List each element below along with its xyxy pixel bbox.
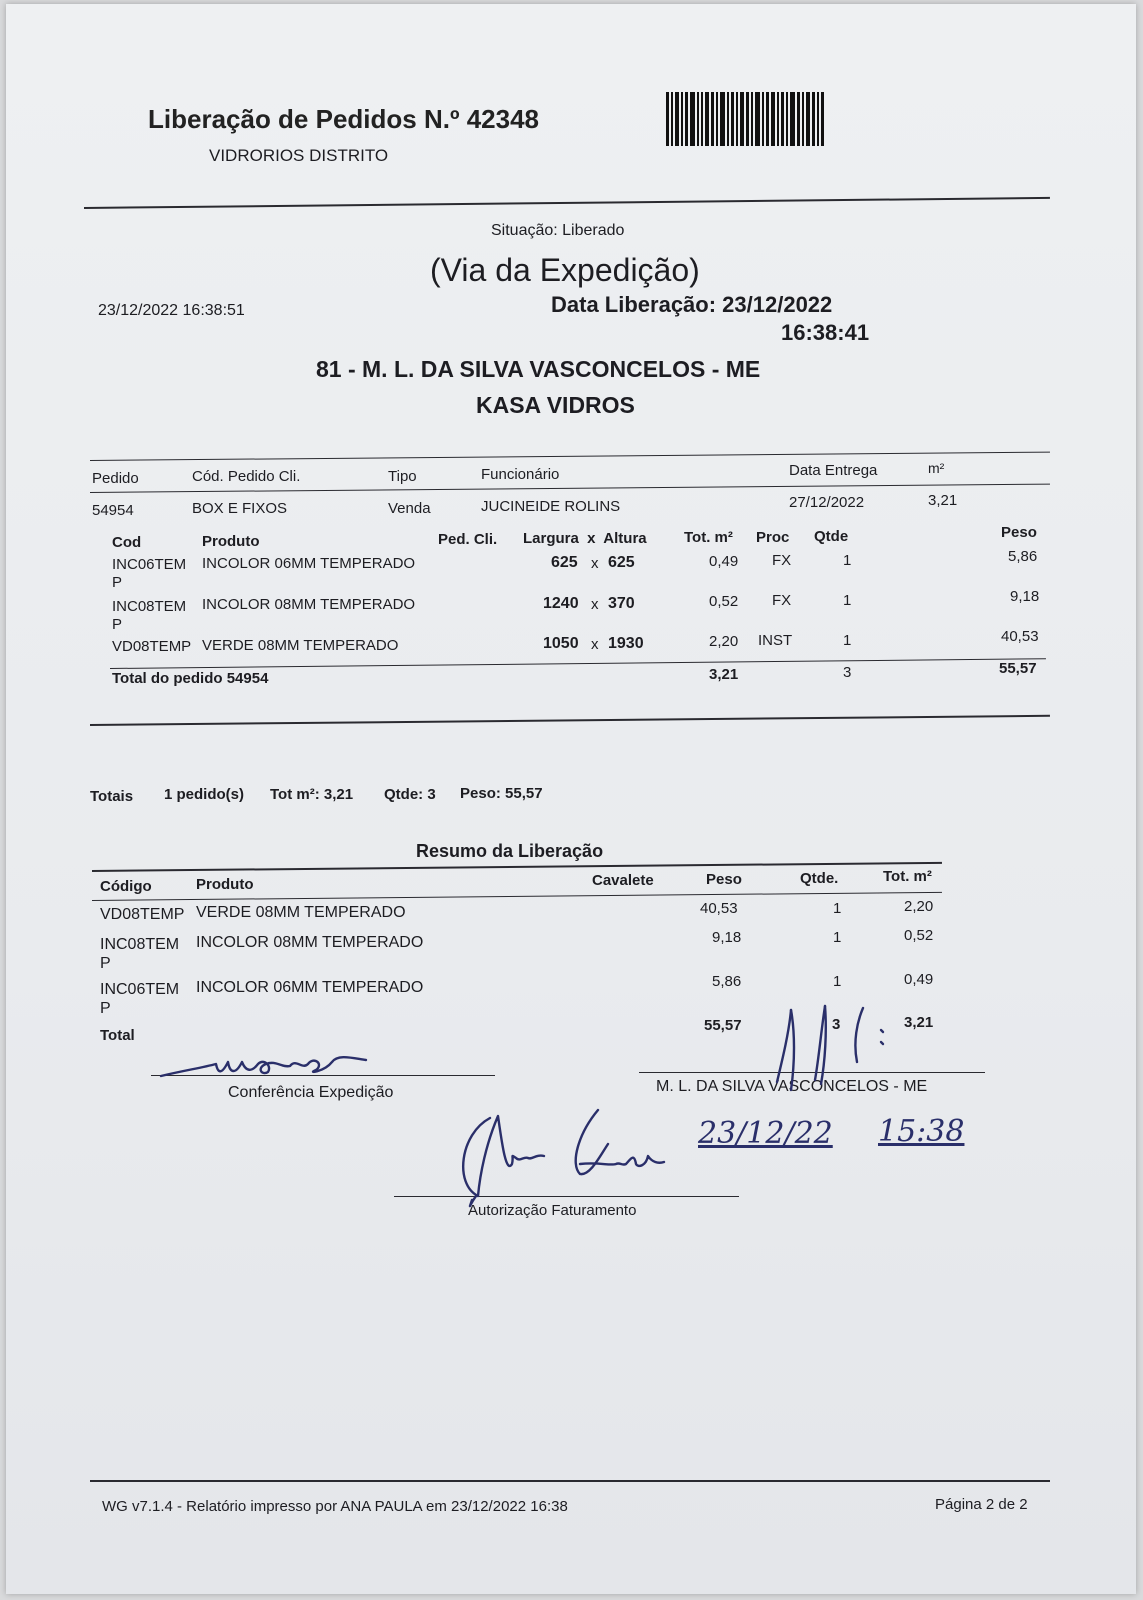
divider — [92, 892, 942, 901]
summary-row-peso: 40,53 — [700, 900, 738, 917]
col-qtde: Qtde — [814, 528, 849, 545]
col-tot-m2: Tot. m² — [684, 529, 733, 546]
divider — [90, 452, 1050, 461]
summary-row-codigo: INC08TEM — [100, 936, 180, 953]
row-largura: 1240 — [543, 595, 579, 612]
barcode — [666, 92, 838, 146]
summary-row-codigo: INC06TEM — [100, 981, 180, 998]
row-cod-cont: P — [112, 574, 123, 591]
row-cod-cont: P — [112, 616, 123, 633]
row-produto: INCOLOR 08MM TEMPERADO — [202, 596, 416, 613]
row-largura: 625 — [551, 554, 578, 571]
row-peso: 5,86 — [1008, 548, 1038, 565]
signature-cliente — [761, 1002, 901, 1094]
totals-pedidos: 1 pedido(s) — [164, 786, 245, 803]
summary-row-produto: VERDE 08MM TEMPERADO — [196, 904, 406, 921]
col-ped-cli: Ped. Cli. — [438, 531, 498, 548]
order-total-qtde: 3 — [843, 664, 852, 681]
divider — [90, 484, 1050, 493]
signature-conferencia — [156, 1044, 386, 1084]
company-name: VIDRORIOS DISTRITO — [209, 146, 389, 165]
label-m2: m² — [928, 460, 945, 476]
row-altura: 1930 — [608, 635, 644, 652]
label-data-entrega: Data Entrega — [789, 462, 878, 479]
divider — [90, 1480, 1050, 1482]
totals-label: Totais — [90, 788, 134, 805]
label-tipo: Tipo — [388, 468, 417, 485]
summary-row-codigo: VD08TEMP — [100, 906, 185, 923]
value-cod-pedido-cli: BOX E FIXOS — [192, 500, 288, 517]
totals-m2: Tot m²: 3,21 — [270, 786, 354, 803]
summary-col-peso: Peso — [706, 871, 742, 888]
page-number: Página 2 de 2 — [935, 1496, 1028, 1513]
row-cod: VD08TEMP — [112, 638, 192, 655]
summary-col-qtde: Qtde. — [800, 870, 839, 887]
value-m2: 3,21 — [928, 492, 958, 509]
col-dimensions: Largura x Altura — [523, 530, 647, 547]
divider — [110, 658, 1046, 669]
col-cod: Cod — [112, 534, 142, 551]
document-sheet — [6, 4, 1136, 1594]
status-text: Situação: Liberado — [491, 222, 625, 239]
client-name: 81 - M. L. DA SILVA VASCONCELOS - ME — [316, 356, 761, 382]
totals-peso: Peso: 55,57 — [460, 785, 543, 802]
row-altura: 370 — [608, 595, 635, 612]
summary-col-produto: Produto — [196, 876, 254, 893]
order-total-peso: 55,57 — [999, 660, 1037, 677]
row-largura: 1050 — [543, 635, 579, 652]
value-data-entrega: 27/12/2022 — [789, 494, 865, 511]
signature-autorizacao — [450, 1104, 670, 1214]
summary-total-label: Total — [100, 1027, 135, 1044]
col-proc: Proc — [756, 529, 790, 546]
row-tot-m2: 0,52 — [709, 593, 739, 610]
summary-row-qtde: 1 — [833, 929, 842, 946]
row-x: x — [591, 555, 599, 572]
value-tipo: Venda — [388, 500, 431, 517]
row-proc: FX — [772, 592, 792, 609]
row-qtde: 1 — [843, 552, 852, 569]
row-qtde: 1 — [843, 632, 852, 649]
row-qtde: 1 — [843, 592, 852, 609]
summary-row-produto: INCOLOR 08MM TEMPERADO — [196, 934, 424, 951]
row-proc: INST — [758, 632, 793, 649]
row-tot-m2: 0,49 — [709, 553, 739, 570]
handwritten-date: 23/12/22 — [698, 1116, 833, 1151]
order-total-label: Total do pedido 54954 — [112, 670, 269, 687]
summary-row-qtde: 1 — [833, 900, 842, 917]
divider — [90, 715, 1050, 726]
summary-row-codigo-cont: P — [100, 1000, 111, 1017]
row-tot-m2: 2,20 — [709, 633, 739, 650]
summary-total-tot-m2: 3,21 — [904, 1014, 934, 1031]
summary-row-peso: 5,86 — [712, 973, 742, 990]
col-peso: Peso — [1001, 524, 1037, 541]
row-x: x — [591, 596, 599, 613]
via-label: (Via da Expedição) — [430, 252, 700, 288]
row-peso: 40,53 — [1001, 628, 1039, 645]
print-datetime: 23/12/2022 16:38:51 — [98, 302, 245, 319]
row-peso: 9,18 — [1010, 588, 1040, 605]
order-total-m2: 3,21 — [709, 666, 739, 683]
summary-row-peso: 9,18 — [712, 929, 742, 946]
col-produto: Produto — [202, 533, 260, 550]
label-pedido: Pedido — [92, 470, 139, 487]
release-date: Data Liberação: 23/12/2022 — [551, 292, 833, 317]
row-produto: VERDE 08MM TEMPERADO — [202, 637, 399, 654]
value-pedido: 54954 — [92, 502, 134, 519]
label-cod-pedido-cli: Cód. Pedido Cli. — [192, 468, 301, 485]
handwritten-time: 15:38 — [878, 1114, 965, 1149]
totals-qtde: Qtde: 3 — [384, 786, 436, 803]
summary-row-produto: INCOLOR 06MM TEMPERADO — [196, 979, 424, 996]
row-altura: 625 — [608, 554, 635, 571]
summary-col-codigo: Código — [100, 878, 152, 895]
summary-row-qtde: 1 — [833, 973, 842, 990]
document-title: Liberação de Pedidos N.º 42348 — [148, 104, 539, 134]
client-trade-name: KASA VIDROS — [476, 392, 635, 418]
summary-row-tot-m2: 0,49 — [904, 971, 934, 988]
summary-title: Resumo da Liberação — [416, 841, 604, 861]
autorizacao-label: Autorização Faturamento — [468, 1202, 637, 1219]
summary-total-peso: 55,57 — [704, 1017, 742, 1034]
conferencia-label: Conferência Expedição — [228, 1084, 394, 1101]
summary-col-cavalete: Cavalete — [592, 872, 654, 889]
cliente-signature-label: M. L. DA SILVA VASCONCELOS - ME — [656, 1078, 928, 1095]
footer-printed-by: WG v7.1.4 - Relatório impresso por ANA PAULA em 23/12/2022 16:38 — [102, 1498, 568, 1515]
summary-row-tot-m2: 2,20 — [904, 898, 934, 915]
summary-col-tot-m2: Tot. m² — [883, 868, 932, 885]
row-proc: FX — [772, 552, 792, 569]
row-x: x — [591, 636, 599, 653]
row-cod: INC08TEM — [112, 598, 187, 615]
label-funcionario: Funcionário — [481, 466, 560, 483]
summary-row-codigo-cont: P — [100, 955, 111, 972]
release-time: 16:38:41 — [781, 320, 870, 345]
row-cod: INC06TEM — [112, 556, 187, 573]
summary-row-tot-m2: 0,52 — [904, 927, 934, 944]
summary-total-qtde: 3 — [832, 1016, 841, 1033]
row-produto: INCOLOR 06MM TEMPERADO — [202, 555, 416, 572]
value-funcionario: JUCINEIDE ROLINS — [481, 498, 621, 515]
divider — [84, 197, 1050, 209]
